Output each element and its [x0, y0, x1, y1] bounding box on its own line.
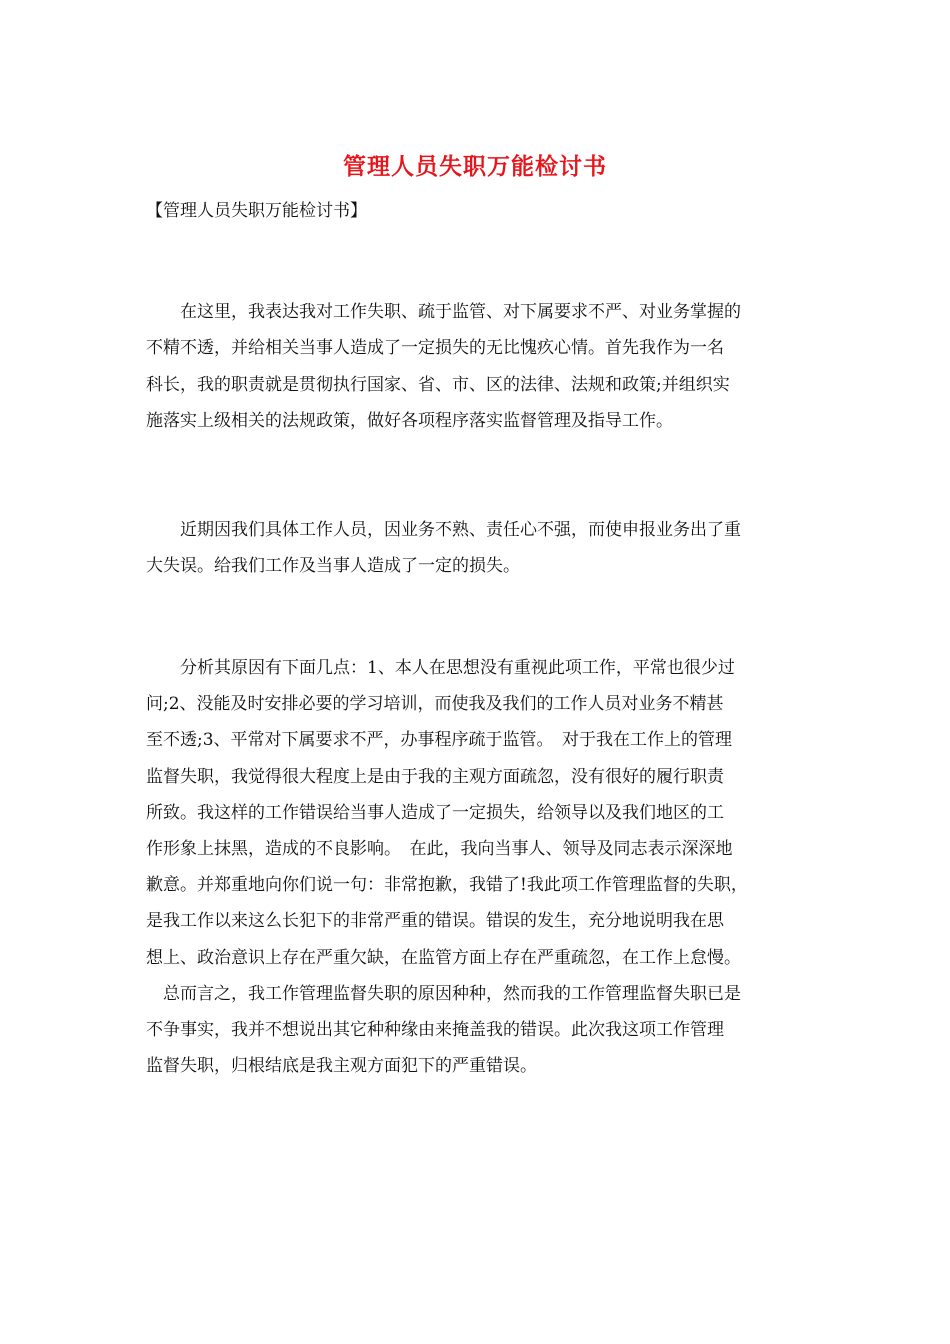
paragraph-line: 施落实上级相关的法规政策，做好各项程序落实监督管理及指导工作。 — [146, 411, 673, 432]
paragraph-line: 想上、政治意识上存在严重欠缺，在监管方面上存在严重疏忽，在工作上怠慢。 — [146, 947, 741, 968]
paragraph-line: 不精不透，并给相关当事人造成了一定损失的无比愧疚心情。首先我作为一名 — [146, 338, 724, 359]
paragraph-3 — [146, 650, 816, 1084]
paragraph-line: 总而言之，我工作管理监督失职的原因种种，然而我的工作管理监督失职已是 — [146, 983, 741, 1004]
paragraph-line: 科长，我的职责就是贯彻执行国家、省、市、区的法律、法规和政策;并组织实 — [146, 374, 730, 395]
paragraph-line: 近期因我们具体工作人员，因业务不熟、责任心不强，而使申报业务出了重 — [146, 520, 741, 540]
paragraph-line: 在这里，我表达我对工作失职、疏于监管、对下属要求不严、对业务掌握的 — [146, 302, 741, 322]
paragraph-2 — [146, 512, 816, 585]
paragraph-line: 所致。我这样的工作错误给当事人造成了一定损失，给领导以及我们地区的工 — [146, 802, 724, 823]
paragraph-line: 歉意。并郑重地向你们说一句：非常抱歉，我错了!我此项工作管理监督的失职， — [146, 875, 748, 896]
paragraph-line: 监督失职，归根结底是我主观方面犯下的严重错误。 — [146, 1056, 537, 1077]
paragraph-line: 是我工作以来这么长犯下的非常严重的错误。错误的发生，充分地说明我在思 — [146, 911, 724, 932]
paragraph-line: 不争事实，我并不想说出其它种种缘由来掩盖我的错误。此次我这项工作管理 — [146, 1019, 724, 1040]
document-subtitle: 【管理人员失职万能检讨书】 — [146, 201, 367, 221]
paragraph-line: 作形象上抹黑，造成的不良影响。 在此，我向当事人、领导及同志表示深深地 — [146, 838, 733, 859]
paragraph-line: 至不透;3、平常对下属要求不严，办事程序疏于监管。 对于我在工作上的管理 — [146, 730, 733, 751]
paragraph-1 — [146, 294, 816, 440]
paragraph-line: 大失误。给我们工作及当事人造成了一定的损失。 — [146, 556, 520, 577]
paragraph-line: 监督失职，我觉得很大程度上是由于我的主观方面疏忽，没有很好的履行职责 — [146, 766, 724, 787]
document-title: 管理人员失职万能检讨书 — [343, 153, 607, 180]
paragraph-line: 分析其原因有下面几点：1、本人在思想没有重视此项工作，平常也很少过 — [146, 658, 735, 678]
paragraph-line: 问;2、没能及时安排必要的学习培训，而使我及我们的工作人员对业务不精甚 — [146, 694, 724, 715]
